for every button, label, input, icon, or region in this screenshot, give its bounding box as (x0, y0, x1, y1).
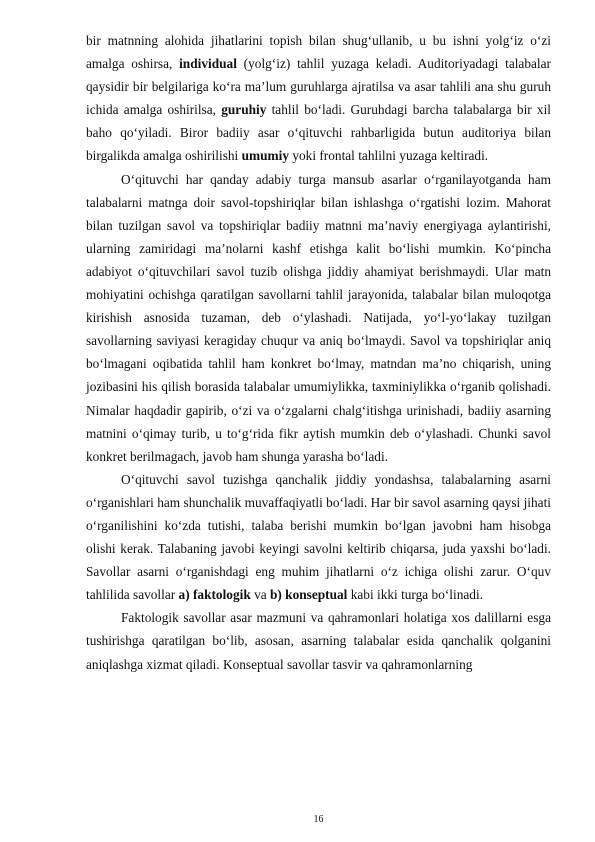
paragraph-1-text: (yolg‘iz) tahlil yuzaga keladi. Auditoriyadagi talabalar qaysidir bir belgilariga ko‘ra ma’lum guruhlarga ajratilsa va asar tahlili ana shu guruh ichida amalga oshirilsa, (86, 56, 551, 118)
term-faktologik: a) faktologik (178, 587, 251, 603)
document-page (86, 29, 551, 676)
paragraph-3 (86, 468, 551, 607)
term-umumiy: umumiy (241, 148, 289, 164)
paragraph-3-text: O‘qituvchi savol tuzishga qanchalik jiddiy yondashsa, talabalarning asarni o‘rganishlari ham shunchalik muvaffaqiyatli bo‘ladi. Har bir savol asarning qaysi jihati o‘rganilishini ko‘zda tutishi, talaba berishi mumkin bo‘lgan javobni ham hisobga olishi kerak. Talabaning javobi keyingi savolni keltirib chiqarsa, juda yaxshi bo‘ladi. Savollar asarni o‘rganishdagi eng muhim jihatlarni o‘z ichiga olishi zarur. O‘quv tahlilida savollar (86, 471, 551, 603)
paragraph-2-text: O‘qituvchi har qanday adabiy turga mansub asarlar o‘rganilayotganda ham talabalarni matnga doir savol-topshiriqlar bilan ishlashga o‘rgatishi lozim. Mahorat bilan tuzilgan savol va topshiriqlar badiiy matnni ma’naviy energiyaga aylantirishi, ularning zamiridagi ma’nolarni kashf etishga kalit bo‘lishi mumkin. Ko‘pincha adabiyot o‘qituvchilari savol tuzib olishga jiddiy ahamiyat berishmaydi. Ular matn mohiyatini ochishga qaratilgan savollarni tahlil jarayonida, talabalar bilan muloqotga kirishish asnosida tuzaman, deb o‘ylashadi. Natijada, yo‘l-yo‘lakay tuzilgan savollarning saviyasi keragiday chuqur va aniq bo‘lmaydi. Savol va topshiriqlar aniq bo‘lmagani oqibatida tahlil ham konkret bo‘lmay, matndan ma’no chiqarish, uning jozibasini his qilish borasida talabalar umumiylikka, taxminiylikka o‘rganib qolishadi. Nimalar haqdadir gapirib, o‘zi va o‘zgalarni chalg‘itishga urinishadi, badiiy asarning matnini o‘qimay turib, u to‘g‘rida fikr aytish mumkin deb o‘ylashadi. Chunki savol konkret berilmagach, javob ham shunga yarasha bo‘ladi. (86, 171, 551, 464)
paragraph-3-text: va (250, 587, 270, 603)
term-individual: individual (179, 56, 237, 72)
paragraph-4 (86, 606, 551, 675)
term-guruhiy: guruhiy (221, 102, 267, 118)
paragraph-1 (86, 29, 551, 168)
paragraph-1-text: bir matnning alohida jihatlarini topish bilan shug‘ullanib, u bu ishni yolg‘iz o‘zi amalga oshirsa, (86, 33, 551, 72)
page-number: 16 (313, 814, 324, 825)
term-konseptual: b) konseptual (269, 587, 348, 603)
paragraph-3-text: kabi ikki turga bo‘linadi. (347, 587, 483, 603)
paragraph-1-text: tahlil bo‘ladi. Guruhdagi barcha talabalarga bir xil baho qo‘yiladi. Biror badiiy asar o‘qituvchi rahbarligida butun auditoriya bilan birgalikda amalga oshirilishi (86, 102, 551, 164)
paragraph-4-text: Faktologik savollar asar mazmuni va qahramonlari holatiga xos dalillarni esga tushirishga qaratilgan bo‘lib, asosan, asarning talabalar esida qanchalik qolganini aniqlashga xizmat qiladi. Konseptual savollar tasvir va qahramonlarning (86, 610, 551, 672)
paragraph-1-text: yoki frontal tahlilni yuzaga keltiradi. (289, 148, 489, 164)
paragraph-2 (86, 168, 551, 468)
